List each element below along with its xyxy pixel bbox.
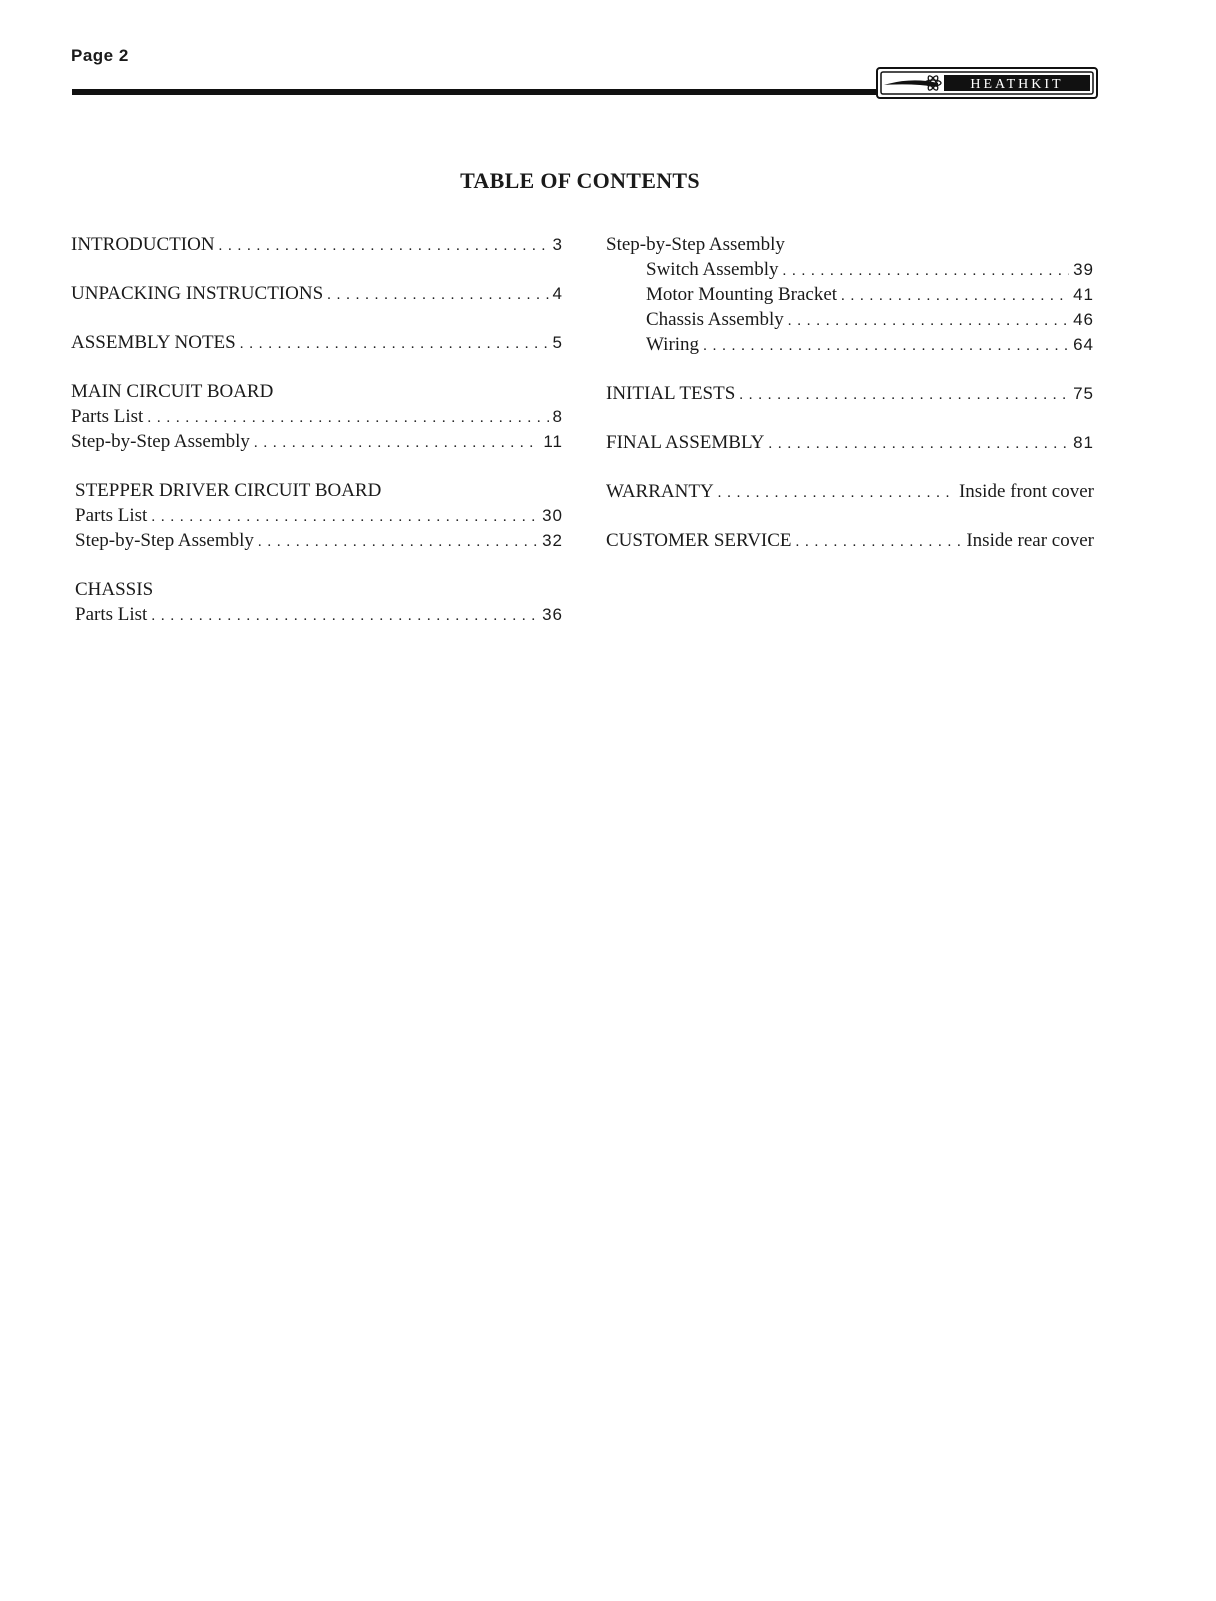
- toc-entry-introduction: [71, 232, 563, 257]
- toc-entry-label: Step-by-Step Assembly: [71, 431, 250, 452]
- toc-entry-label: Motor Mounting Bracket: [646, 284, 838, 305]
- page-title: TABLE OF CONTENTS: [460, 168, 700, 193]
- toc-entry-label: Parts List: [75, 604, 148, 625]
- toc-entry-unpacking: [71, 281, 563, 306]
- toc-entry-label: FINAL ASSEMBLY: [606, 432, 765, 453]
- heathkit-logo: [876, 67, 1098, 99]
- toc-entry-label: CUSTOMER SERVICE: [606, 530, 792, 551]
- toc-entry-page: 30: [542, 506, 563, 525]
- toc-entry-page: 75: [1073, 384, 1094, 403]
- toc-entry-label: Parts List: [75, 505, 148, 526]
- toc-entry-page: 36: [542, 605, 563, 624]
- toc-entry-page: 32: [542, 531, 563, 550]
- dot-leader: [788, 309, 1069, 334]
- dot-leader: [240, 332, 549, 357]
- toc-entry-stepper-step-by-step: [75, 528, 563, 553]
- toc-entry-label: Parts List: [71, 406, 144, 427]
- toc-entry-warranty: [606, 479, 1094, 504]
- toc-entry-page: 11: [543, 432, 563, 451]
- toc-entry-page: 81: [1073, 433, 1094, 452]
- toc-entry-label: ASSEMBLY NOTES: [71, 332, 236, 353]
- toc-entry-page: 3: [552, 235, 563, 254]
- toc-right-column: [606, 232, 1094, 553]
- toc-entry-page: Inside front cover: [958, 481, 1094, 502]
- toc-entry-page: 39: [1073, 260, 1094, 279]
- toc-entry-label: WARRANTY: [606, 481, 714, 502]
- dot-leader: [147, 406, 548, 431]
- dot-leader: [219, 234, 549, 259]
- toc-entry-label: Chassis Assembly: [646, 309, 784, 330]
- brand-text: HEATHKIT: [970, 77, 1064, 92]
- header-rule: [72, 89, 880, 95]
- toc-entry-page: 64: [1073, 335, 1094, 354]
- toc-heading-stepper-driver: STEPPER DRIVER CIRCUIT BOARD: [75, 480, 382, 501]
- dot-leader: [327, 283, 548, 308]
- toc-heading-step-by-step: Step-by-Step Assembly: [606, 234, 785, 255]
- toc-entry-label: Wiring: [646, 334, 700, 355]
- toc-entry-label: Switch Assembly: [646, 259, 779, 280]
- toc-entry-page: 8: [552, 407, 563, 426]
- toc-entry-page: 46: [1073, 310, 1094, 329]
- dot-leader: [782, 259, 1069, 284]
- toc-entry-wiring: [606, 332, 1094, 357]
- dot-leader: [718, 481, 955, 506]
- toc-entry-label: UNPACKING INSTRUCTIONS: [71, 283, 324, 304]
- dot-leader: [151, 505, 538, 530]
- dot-leader: [796, 530, 963, 555]
- toc-entry-initial-tests: [606, 381, 1094, 406]
- toc-entry-page: Inside rear cover: [966, 530, 1094, 551]
- toc-entry-main-parts-list: [71, 404, 563, 429]
- toc-entry-final-assembly: [606, 430, 1094, 455]
- toc-entry-page: 41: [1073, 285, 1094, 304]
- toc-entry-motor-bracket: [606, 282, 1094, 307]
- toc-entry-label: INTRODUCTION: [71, 234, 215, 255]
- dot-leader: [254, 431, 539, 456]
- dot-leader: [258, 530, 538, 555]
- toc-heading-main-circuit-board: MAIN CIRCUIT BOARD: [71, 381, 274, 402]
- toc-entry-label: INITIAL TESTS: [606, 383, 736, 404]
- dot-leader: [739, 383, 1069, 408]
- dot-leader: [703, 334, 1069, 359]
- toc-entry-stepper-parts-list: [75, 503, 563, 528]
- toc-entry-switch-assembly: [606, 257, 1094, 282]
- toc-left-column: [71, 232, 563, 627]
- toc-entry-page: 4: [552, 284, 563, 303]
- toc-entry-chassis-parts-list: [75, 602, 563, 627]
- toc-entry-page: 5: [552, 333, 563, 352]
- dot-leader: [841, 284, 1069, 309]
- toc-entry-customer-service: [606, 528, 1094, 553]
- toc-heading-chassis: CHASSIS: [75, 579, 154, 600]
- toc-entry-main-step-by-step: [71, 429, 563, 454]
- toc-entry-label: Step-by-Step Assembly: [75, 530, 254, 551]
- dot-leader: [151, 604, 538, 629]
- page-number: Page 2: [71, 46, 129, 65]
- dot-leader: [768, 432, 1069, 457]
- toc-entry-assembly-notes: [71, 330, 563, 355]
- toc-entry-chassis-assembly: [606, 307, 1094, 332]
